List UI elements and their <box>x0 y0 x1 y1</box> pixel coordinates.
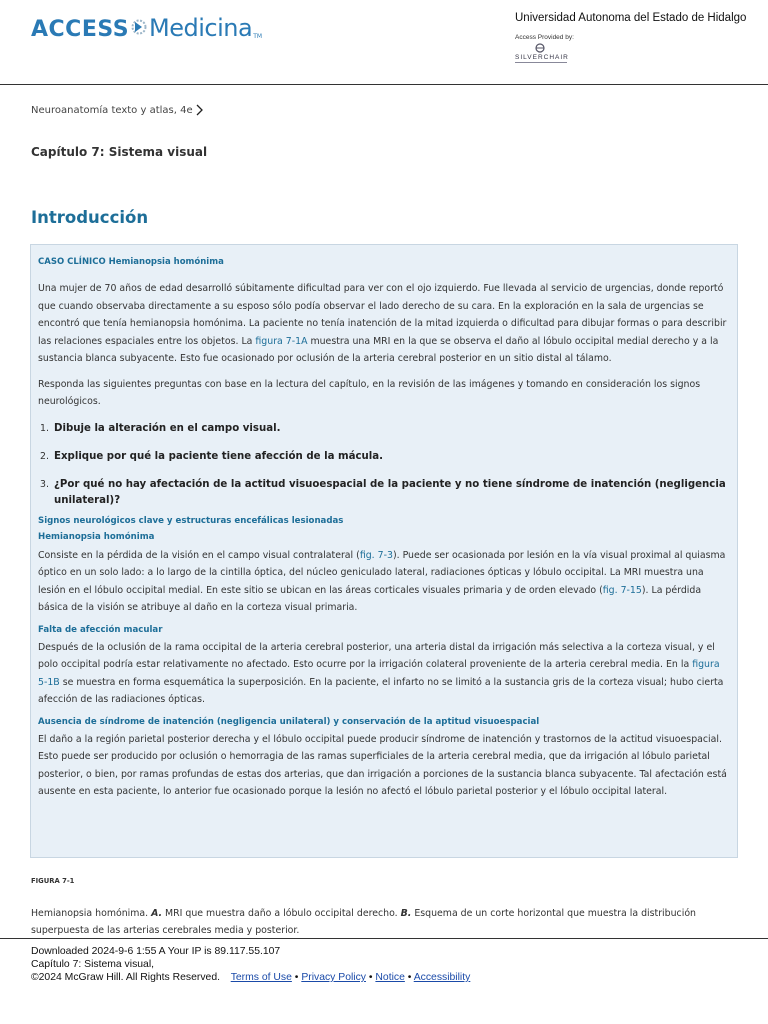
case-text: Una mujer de 70 años de edad desarrolló súbitamente dificultad para ver con el ojo izquierdo. Fue llevada al servicio de urgencias, donde reportó que cuando observaba directamente a su esposo sólo podía observar el lado derecho de su cara. En la exploración en la sala de urgencias se encontró que tenía hemianopsia homónima. La paciente no tenía inatención de la mitad izquierda o dificultad para dibujar formas o para describir las relaciones espaciales entre los objetos. La <box>38 283 727 347</box>
silverchair-emblem-icon <box>515 42 575 54</box>
figure-7-1a-link[interactable]: figura 7-1A <box>255 335 308 347</box>
breadcrumb[interactable] <box>31 104 203 116</box>
figura-5-1b-link[interactable]: figura 5-1B <box>38 659 720 688</box>
hemianopsia-paragraph <box>38 547 730 617</box>
footer-chapter: Capítulo 7: Sistema visual, <box>31 959 155 970</box>
case-text: se muestra en forma esquemática la superposición. En la paciente, el infarto no se limitó a la sustancia gris de la corteza visual; hubo cierta afección de las radiaciones ópticas. <box>38 676 724 705</box>
accessmedicina-logo[interactable] <box>31 14 262 42</box>
figure-caption <box>31 905 731 939</box>
silverchair-underline <box>515 62 567 63</box>
institution-name: Universidad Autonoma del Estado de Hidalgo <box>515 12 747 24</box>
caption-part-a: A. <box>151 908 163 919</box>
footer-links-row <box>31 971 768 984</box>
case-paragraph-1 <box>38 280 730 368</box>
link-separator: • <box>368 972 373 983</box>
download-info: Downloaded 2024-9-6 1:55 A Your IP is 89.117.55.107 <box>31 946 281 957</box>
logo-medicina-text: Medicina <box>149 14 253 42</box>
chevron-right-icon <box>195 104 203 116</box>
logo-access-text: ACCESS <box>31 17 130 42</box>
notice-link[interactable]: Notice <box>375 972 405 983</box>
question-item <box>38 477 730 509</box>
hemianopsia-heading: Hemianopsia homónima <box>38 531 155 542</box>
logo-gear-arrow-icon <box>130 14 148 40</box>
question-list <box>38 421 730 509</box>
question-text: ¿Por qué no hay afectación de la actitud visuoespacial de la paciente y no tiene síndrome de inatención (negligencia unilateral)? <box>54 478 726 506</box>
fig-7-15-link[interactable]: fig. 7-15 <box>602 584 642 596</box>
case-paragraph-2: Responda las siguientes preguntas con base en la lectura del capítulo, en la revisión de las imágenes y tomando en consideración los signos neurológicos. <box>38 378 701 407</box>
silverchair-logo <box>515 42 575 66</box>
caption-text: Hemianopsia homónima. <box>31 908 152 919</box>
section-title: Introducción <box>31 208 149 227</box>
case-heading: CASO CLÍNICO Hemianopsia homónima <box>38 257 224 267</box>
signs-heading: Signos neurológicos clave y estructuras encefálicas lesionadas <box>38 515 344 526</box>
question-item <box>38 449 730 465</box>
page-footer <box>0 938 768 984</box>
question-text: Explique por qué la paciente tiene afección de la mácula. <box>54 450 384 462</box>
macula-paragraph <box>38 639 730 709</box>
caption-part-b: B. <box>400 908 412 919</box>
link-separator: • <box>294 972 299 983</box>
fig-7-3-link[interactable]: fig. 7-3 <box>359 549 393 561</box>
case-text: muestra una MRI en la que se observa el daño al lóbulo occipital medial derecho y a la sustancia blanca subyacente. Esto fue ocasionado por oclusión de la arteria cerebral posterior en un sitio distal al tálamo. <box>38 335 719 364</box>
case-text: Después de la oclusión de la rama occipital de la arteria cerebral posterior, una arteria distal da irrigación más selectiva a la corteza visual, y el polo occipital podría estar relativamente no afectado. Esto ocurre por la irrigación colateral proveniente de la arteria cerebral media. En la <box>38 641 715 670</box>
question-item <box>38 421 730 437</box>
macula-heading: Falta de afección macular <box>38 624 163 635</box>
page-header <box>0 0 768 85</box>
question-number: 1. <box>40 422 49 434</box>
link-separator: • <box>407 972 412 983</box>
caption-text: Esquema de un corte horizontal que muestra la distribución superpuesta de las arterias cerebrales media y posterior. <box>31 908 696 936</box>
figure-label: FIGURA 7-1 <box>31 877 75 885</box>
caption-text: MRI que muestra daño a lóbulo occipital derecho. <box>162 908 401 919</box>
logo-trademark: TM <box>253 33 263 40</box>
case-text: ). La pérdida básica de la visión se atribuye al daño en la corteza visual primaria. <box>38 584 702 613</box>
question-text: Dibuje la alteración en el campo visual. <box>54 422 281 434</box>
question-number: 3. <box>40 478 49 490</box>
neglect-heading: Ausencia de síndrome de inatención (negligencia unilateral) y conservación de la aptitud visuoespacial <box>38 716 540 727</box>
privacy-policy-link[interactable]: Privacy Policy <box>301 972 366 983</box>
silverchair-name: SILVERCHAIR <box>515 54 569 61</box>
chapter-title: Capítulo 7: Sistema visual <box>31 145 208 159</box>
question-number: 2. <box>40 450 49 462</box>
neglect-paragraph: El daño a la región parietal posterior derecha y el lóbulo occipital puede producir síndrome de inatención y trastornos de la actitud visuoespacial. Esto puede ser producido por oclusión o hemorragia de las ramas superficiales de la arteria cerebral media, que da irrigación al lóbulo parietal posterior, o bien, por ramas profundas de estas dos arterias, que dan irrigación a porciones de la sustancia blanca subyacente. Tal afectación está ausente en esta paciente, lo anterior fue ocasionado porque la lesión no afectó el lóbulo parietal posterior y el lóbulo occipital lateral. <box>38 733 727 797</box>
access-provided-label: Access Provided by: <box>515 34 574 41</box>
case-text: ). Puede ser ocasionada por lesión en la vía visual proximal al quiasma óptico en un solo lado: a lo largo de la cintilla óptica, del núcleo geniculado lateral, radiaciones ópticas y lóbulo occipital. La MRI muestra una lesión en el lóbulo occipital medial. En este sitio se ubican en las áreas corticales visuales primaria y de orden elevado ( <box>38 549 726 596</box>
terms-of-use-link[interactable]: Terms of Use <box>230 972 292 983</box>
case-text: Consiste en la pérdida de la visión en el campo visual contralateral ( <box>38 549 360 561</box>
copyright: ©2024 McGraw Hill. All Rights Reserved. <box>31 972 220 983</box>
accessibility-link[interactable]: Accessibility <box>413 972 471 983</box>
breadcrumb-book-link[interactable]: Neuroanatomía texto y atlas, 4e <box>31 104 193 116</box>
clinical-case-box <box>30 244 738 858</box>
